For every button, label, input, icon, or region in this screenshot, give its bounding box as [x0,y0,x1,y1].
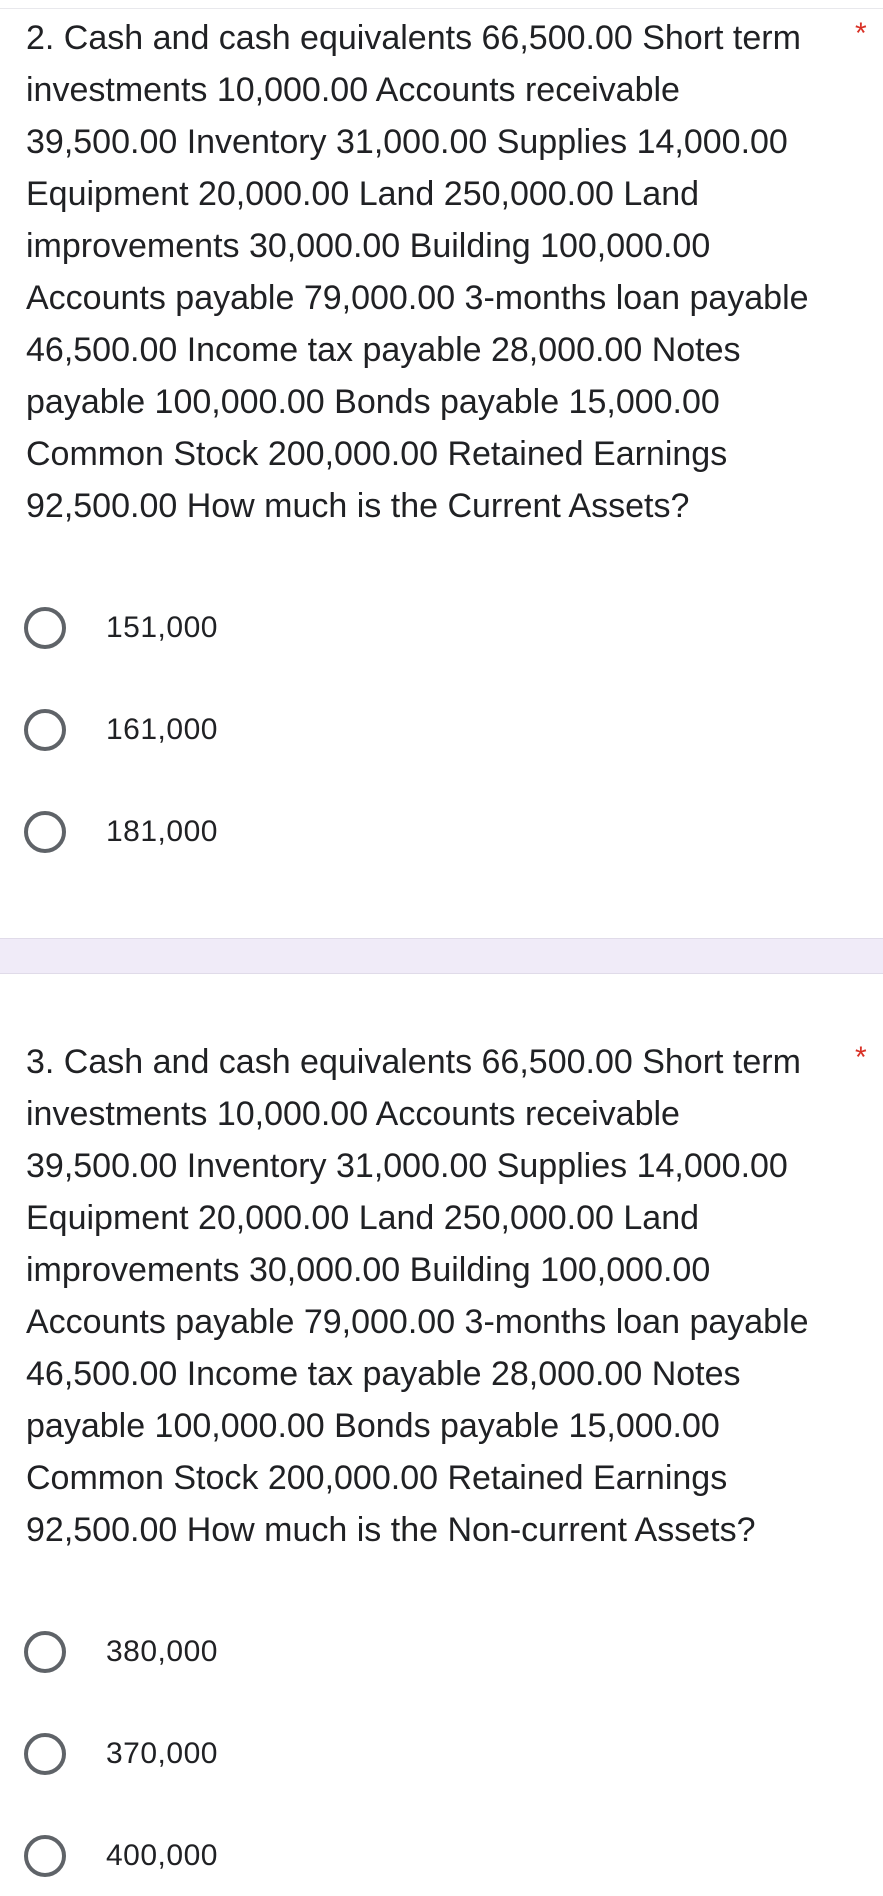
required-asterisk: * [855,17,867,50]
radio-unchecked-icon[interactable] [24,1733,66,1775]
radio-unchecked-icon[interactable] [24,1631,66,1673]
radio-unchecked-icon[interactable] [24,607,66,649]
option-label: 181,000 [106,815,218,848]
question-text: 2. Cash and cash equivalents 66,500.00 Short term investments 10,000.00 Accounts receivable 39,500.00 Inventory 31,000.00 Supplies 14,000.00 Equipment 20,000.00 Land 250,000.00 Land improvements 30,000.00 Building 100,000.00 Accounts payable 79,000.00 3-months loan payable 46,500.00 Income tax payable 28,000.00 Notes payable 100,000.00 Bonds payable 15,000.00 Common Stock 200,000.00 Retained Earnings 92,500.00 How much is the Current Assets? [26,19,809,525]
radio-unchecked-icon[interactable] [24,811,66,853]
option-label: 380,000 [106,1635,218,1668]
section-divider [0,938,883,974]
question-text: 3. Cash and cash equivalents 66,500.00 Short term investments 10,000.00 Accounts receivable 39,500.00 Inventory 31,000.00 Supplies 14,000.00 Equipment 20,000.00 Land 250,000.00 Land improvements 30,000.00 Building 100,000.00 Accounts payable 79,000.00 3-months loan payable 46,500.00 Income tax payable 28,000.00 Notes payable 100,000.00 Bonds payable 15,000.00 Common Stock 200,000.00 Retained Earnings 92,500.00 How much is the Non-current Assets? [26,1043,809,1549]
option-label: 151,000 [106,611,218,644]
radio-option-400000[interactable] [24,1826,424,1886]
radio-option-151000[interactable] [24,598,424,658]
option-label: 370,000 [106,1737,218,1770]
required-asterisk: * [855,1041,867,1074]
option-label: 400,000 [106,1839,218,1872]
radio-option-370000[interactable] [24,1724,424,1784]
option-label: 161,000 [106,713,218,746]
radio-option-161000[interactable] [24,700,424,760]
radio-unchecked-icon[interactable] [24,709,66,751]
top-divider [0,0,883,9]
radio-option-380000[interactable] [24,1622,424,1682]
radio-unchecked-icon[interactable] [24,1835,66,1877]
radio-option-181000[interactable] [24,802,424,862]
